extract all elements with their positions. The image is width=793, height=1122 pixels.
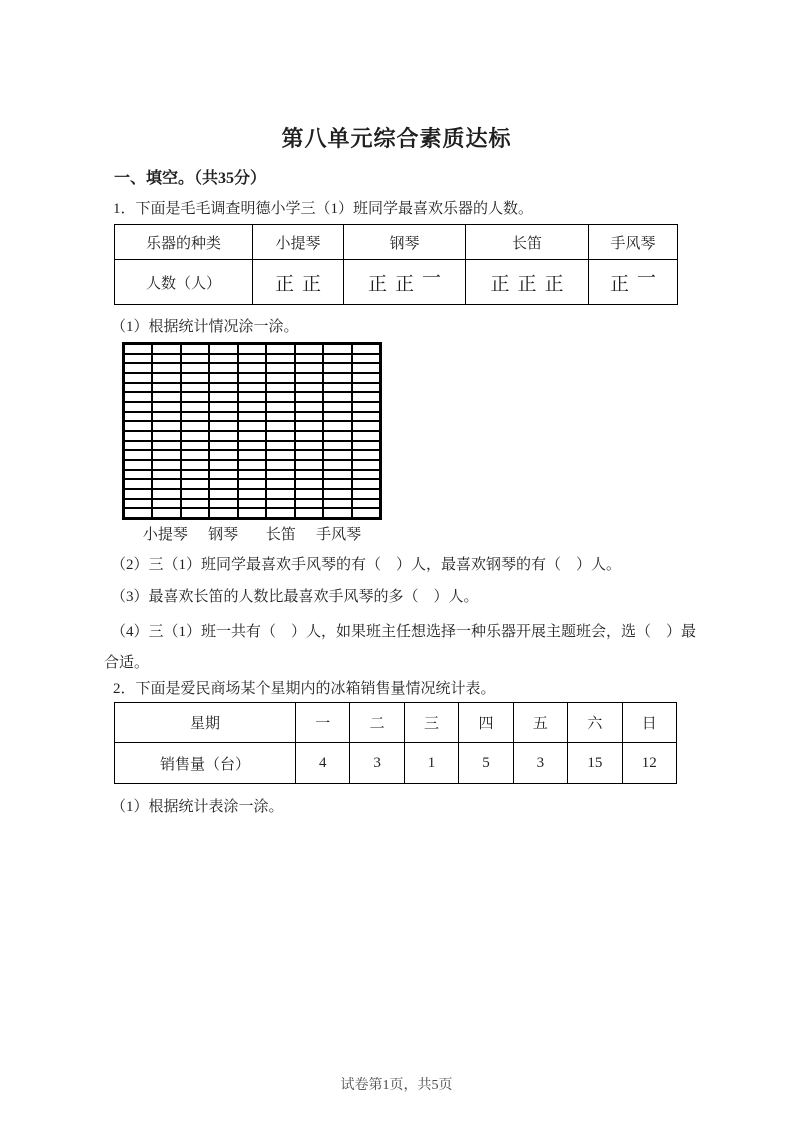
grid-cell — [124, 354, 152, 364]
grid-cell — [323, 450, 351, 460]
grid-cell — [124, 479, 152, 489]
grid-cell — [238, 402, 266, 412]
grid-cell — [209, 489, 237, 499]
grid-cell — [209, 499, 237, 509]
grid-cell — [295, 489, 323, 499]
table-row — [115, 703, 677, 743]
grid-cell — [152, 431, 180, 441]
grid-cell — [238, 470, 266, 480]
grid-cell — [238, 412, 266, 422]
grid-cell — [124, 421, 152, 431]
sales-value-cell: 4 — [296, 743, 350, 784]
grid-cell — [266, 344, 294, 354]
grid-cell — [209, 460, 237, 470]
weekday-cell: 日 — [622, 703, 676, 743]
question-2-sub-1: （1）根据统计表涂一涂。 — [111, 799, 284, 815]
grid-cell — [295, 450, 323, 460]
grid-cell — [181, 431, 209, 441]
grid-cell — [209, 479, 237, 489]
tally-cell-violin — [253, 260, 344, 305]
grid-cell — [209, 412, 237, 422]
grid-cell — [295, 421, 323, 431]
weekday-cell: 六 — [568, 703, 622, 743]
grid-cell — [181, 508, 209, 518]
grid-cell — [152, 460, 180, 470]
grid-cell — [295, 363, 323, 373]
tally-full-mark: 正 — [274, 273, 294, 295]
grid-cell — [266, 412, 294, 422]
grid-cell — [295, 373, 323, 383]
grid-cell — [209, 383, 237, 393]
grid-cell — [181, 499, 209, 509]
grid-cell — [352, 373, 380, 383]
grid-cell — [181, 412, 209, 422]
question-1-stem: 1．下面是毛毛调查明德小学三（1）班同学最喜欢乐器的人数。 — [113, 201, 534, 217]
grid-cell — [352, 412, 380, 422]
grid-cell — [238, 431, 266, 441]
question-2-stem: 2．下面是爱民商场某个星期内的冰箱销售量情况统计表。 — [113, 681, 496, 697]
row-label-cell: 人数（人） — [115, 260, 253, 305]
grid-cell — [266, 402, 294, 412]
grid-cell — [266, 441, 294, 451]
grid-cell — [152, 499, 180, 509]
axis-label-violin: 小提琴 — [142, 527, 188, 543]
grid-cell — [152, 479, 180, 489]
tally-cell-flute — [466, 260, 589, 305]
grid-cell — [181, 460, 209, 470]
grid-cell — [352, 499, 380, 509]
grid-cell — [295, 412, 323, 422]
fridge-sales-table — [114, 702, 677, 784]
grid-cell — [124, 460, 152, 470]
grid-cell — [352, 363, 380, 373]
grid-cell — [152, 412, 180, 422]
grid-cell — [266, 489, 294, 499]
grid-cell — [323, 431, 351, 441]
grid-cell — [323, 499, 351, 509]
question-1-sub-2: （2）三（1）班同学最喜欢手风琴的有（ ）人，最喜欢钢琴的有（ ）人。 — [111, 557, 622, 573]
grid-cell — [209, 354, 237, 364]
question-1-sub-3: （3）最喜欢长笛的人数比最喜欢手风琴的多（ ）人。 — [111, 589, 479, 605]
grid-cell — [181, 450, 209, 460]
grid-cell — [124, 412, 152, 422]
grid-cell — [209, 402, 237, 412]
grid-cell — [352, 354, 380, 364]
instrument-survey-table — [114, 224, 678, 305]
table-header-cell: 钢琴 — [344, 225, 466, 260]
grid-cell — [352, 421, 380, 431]
grid-cell — [238, 441, 266, 451]
grid-cell — [266, 431, 294, 441]
grid-cell — [295, 441, 323, 451]
grid-cell — [266, 363, 294, 373]
grid-cell — [266, 373, 294, 383]
grid-cell — [238, 392, 266, 402]
sales-value-cell: 3 — [350, 743, 404, 784]
grid-cell — [181, 489, 209, 499]
grid-cell — [209, 508, 237, 518]
axis-label-piano: 钢琴 — [208, 527, 239, 543]
grid-cell — [152, 489, 180, 499]
grid-cell — [266, 392, 294, 402]
grid-cell — [181, 354, 209, 364]
grid-cell — [352, 450, 380, 460]
grid-cell — [181, 421, 209, 431]
grid-cell — [266, 450, 294, 460]
grid-cell — [295, 499, 323, 509]
grid-cell — [209, 470, 237, 480]
grid-cell — [352, 392, 380, 402]
grid-cell — [124, 508, 152, 518]
tally-full-mark: 正 — [609, 273, 629, 295]
grid-cell — [152, 470, 180, 480]
grid-cell — [352, 470, 380, 480]
grid-cell — [152, 450, 180, 460]
grid-cell — [124, 470, 152, 480]
grid-cell — [152, 383, 180, 393]
coloring-grid-chart — [122, 342, 382, 520]
grid-cell — [323, 363, 351, 373]
sales-value-cell: 12 — [622, 743, 676, 784]
grid-cell — [323, 489, 351, 499]
grid-cell — [238, 383, 266, 393]
grid-cell — [124, 373, 152, 383]
grid-cell — [352, 489, 380, 499]
grid-cell — [323, 373, 351, 383]
grid-cell — [352, 431, 380, 441]
grid-cell — [323, 460, 351, 470]
tally-full-mark: 正 — [394, 273, 414, 295]
grid-cell — [266, 479, 294, 489]
grid-cell — [152, 402, 180, 412]
grid-cell — [238, 508, 266, 518]
grid-cell — [323, 412, 351, 422]
grid-cell — [266, 421, 294, 431]
tally-full-mark: 正 — [517, 273, 537, 295]
grid-cell — [295, 479, 323, 489]
grid-cell — [181, 441, 209, 451]
grid-cell — [181, 402, 209, 412]
grid-cell — [295, 431, 323, 441]
grid-cell — [152, 441, 180, 451]
grid-cell — [181, 479, 209, 489]
table-header-cell: 星期 — [115, 703, 296, 743]
grid-cell — [152, 363, 180, 373]
table-header-cell: 长笛 — [466, 225, 589, 260]
tally-partial-mark: 一 — [422, 267, 442, 289]
grid-cell — [266, 383, 294, 393]
grid-cell — [124, 489, 152, 499]
grid-cell — [266, 508, 294, 518]
grid-cell — [152, 373, 180, 383]
grid-cell — [209, 373, 237, 383]
grid-cell — [152, 344, 180, 354]
grid-cell — [295, 508, 323, 518]
weekday-cell: 二 — [350, 703, 404, 743]
axis-label-flute: 长笛 — [265, 527, 296, 543]
table-header-cell: 乐器的种类 — [115, 225, 253, 260]
grid-cell — [209, 344, 237, 354]
grid-cell — [323, 421, 351, 431]
grid-cell — [323, 402, 351, 412]
grid-cell — [352, 508, 380, 518]
grid-cell — [124, 431, 152, 441]
grid-cell — [323, 441, 351, 451]
grid-cell — [238, 489, 266, 499]
table-header-cell: 手风琴 — [589, 225, 678, 260]
tally-partial-mark: 一 — [637, 267, 657, 289]
table-header-cell: 小提琴 — [253, 225, 344, 260]
grid-cell — [323, 383, 351, 393]
section-heading: 一、填空。（共35分） — [114, 170, 267, 187]
tally-full-mark: 正 — [367, 273, 387, 295]
grid-cell — [323, 479, 351, 489]
grid-cell — [238, 344, 266, 354]
grid-cell — [124, 402, 152, 412]
grid-cell — [266, 460, 294, 470]
weekday-cell: 四 — [459, 703, 513, 743]
question-1-sub-4: （4）三（1）班一共有（ ）人，如果班主任想选择一种乐器开展主题班会，选（ ）最合适。 — [104, 624, 697, 671]
grid-cell — [124, 499, 152, 509]
question-1-sub-1: （1）根据统计情况涂一涂。 — [111, 319, 299, 335]
grid-cell — [238, 460, 266, 470]
sales-value-cell: 3 — [513, 743, 567, 784]
sales-value-cell: 15 — [568, 743, 622, 784]
page-title: 第八单元综合素质达标 — [281, 126, 512, 151]
tally-full-mark: 正 — [302, 273, 322, 295]
page-number-footer: 试卷第1页，共5页 — [340, 1078, 453, 1093]
grid-cell — [295, 460, 323, 470]
grid-cell — [295, 392, 323, 402]
grid-cell — [124, 363, 152, 373]
axis-label-accordion: 手风琴 — [316, 527, 362, 543]
grid-cell — [152, 392, 180, 402]
sales-value-cell: 5 — [459, 743, 513, 784]
sales-value-cell: 1 — [404, 743, 458, 784]
weekday-cell: 三 — [404, 703, 458, 743]
grid-cell — [181, 373, 209, 383]
table-row — [115, 743, 677, 784]
grid-cell — [124, 450, 152, 460]
grid-cell — [238, 499, 266, 509]
grid-cell — [266, 499, 294, 509]
grid-cell — [181, 383, 209, 393]
grid-cell — [323, 354, 351, 364]
grid-cell — [209, 392, 237, 402]
grid-cell — [323, 470, 351, 480]
grid-cell — [295, 470, 323, 480]
grid-cell — [124, 383, 152, 393]
grid-cell — [181, 392, 209, 402]
grid-cell — [295, 344, 323, 354]
grid-cell — [352, 402, 380, 412]
grid-cell — [352, 383, 380, 393]
grid-cell — [266, 354, 294, 364]
table-row — [115, 225, 678, 260]
grid-cell — [238, 373, 266, 383]
table-row — [115, 260, 678, 305]
tally-cell-accordion — [589, 260, 678, 305]
grid-cell — [124, 344, 152, 354]
grid-cell — [352, 460, 380, 470]
row-label-cell: 销售量（台） — [115, 743, 296, 784]
grid-cell — [209, 450, 237, 460]
grid-cell — [323, 344, 351, 354]
grid-cell — [295, 383, 323, 393]
grid-cell — [323, 392, 351, 402]
grid-cell — [295, 402, 323, 412]
grid-cell — [352, 441, 380, 451]
grid-cell — [238, 363, 266, 373]
grid-cell — [238, 479, 266, 489]
grid-cell — [181, 470, 209, 480]
grid-cell — [238, 450, 266, 460]
grid-cell — [181, 363, 209, 373]
tally-full-mark: 正 — [544, 273, 564, 295]
grid-cell — [323, 508, 351, 518]
grid-cell — [352, 344, 380, 354]
grid-cell — [124, 441, 152, 451]
grid-cell — [152, 421, 180, 431]
weekday-cell: 五 — [513, 703, 567, 743]
grid-cell — [124, 392, 152, 402]
grid-cell — [152, 508, 180, 518]
weekday-cell: 一 — [296, 703, 350, 743]
grid-cell — [209, 431, 237, 441]
grid-cell — [209, 363, 237, 373]
grid-cell — [209, 441, 237, 451]
grid-cell — [295, 354, 323, 364]
grid-cell — [152, 354, 180, 364]
grid-cell — [181, 344, 209, 354]
grid-cell — [209, 421, 237, 431]
tally-cell-piano — [344, 260, 466, 305]
tally-full-mark: 正 — [490, 273, 510, 295]
grid-cell — [238, 354, 266, 364]
grid-cell — [266, 470, 294, 480]
grid-cell — [238, 421, 266, 431]
grid-cell — [352, 479, 380, 489]
grid-chart-axis-labels — [122, 523, 382, 543]
